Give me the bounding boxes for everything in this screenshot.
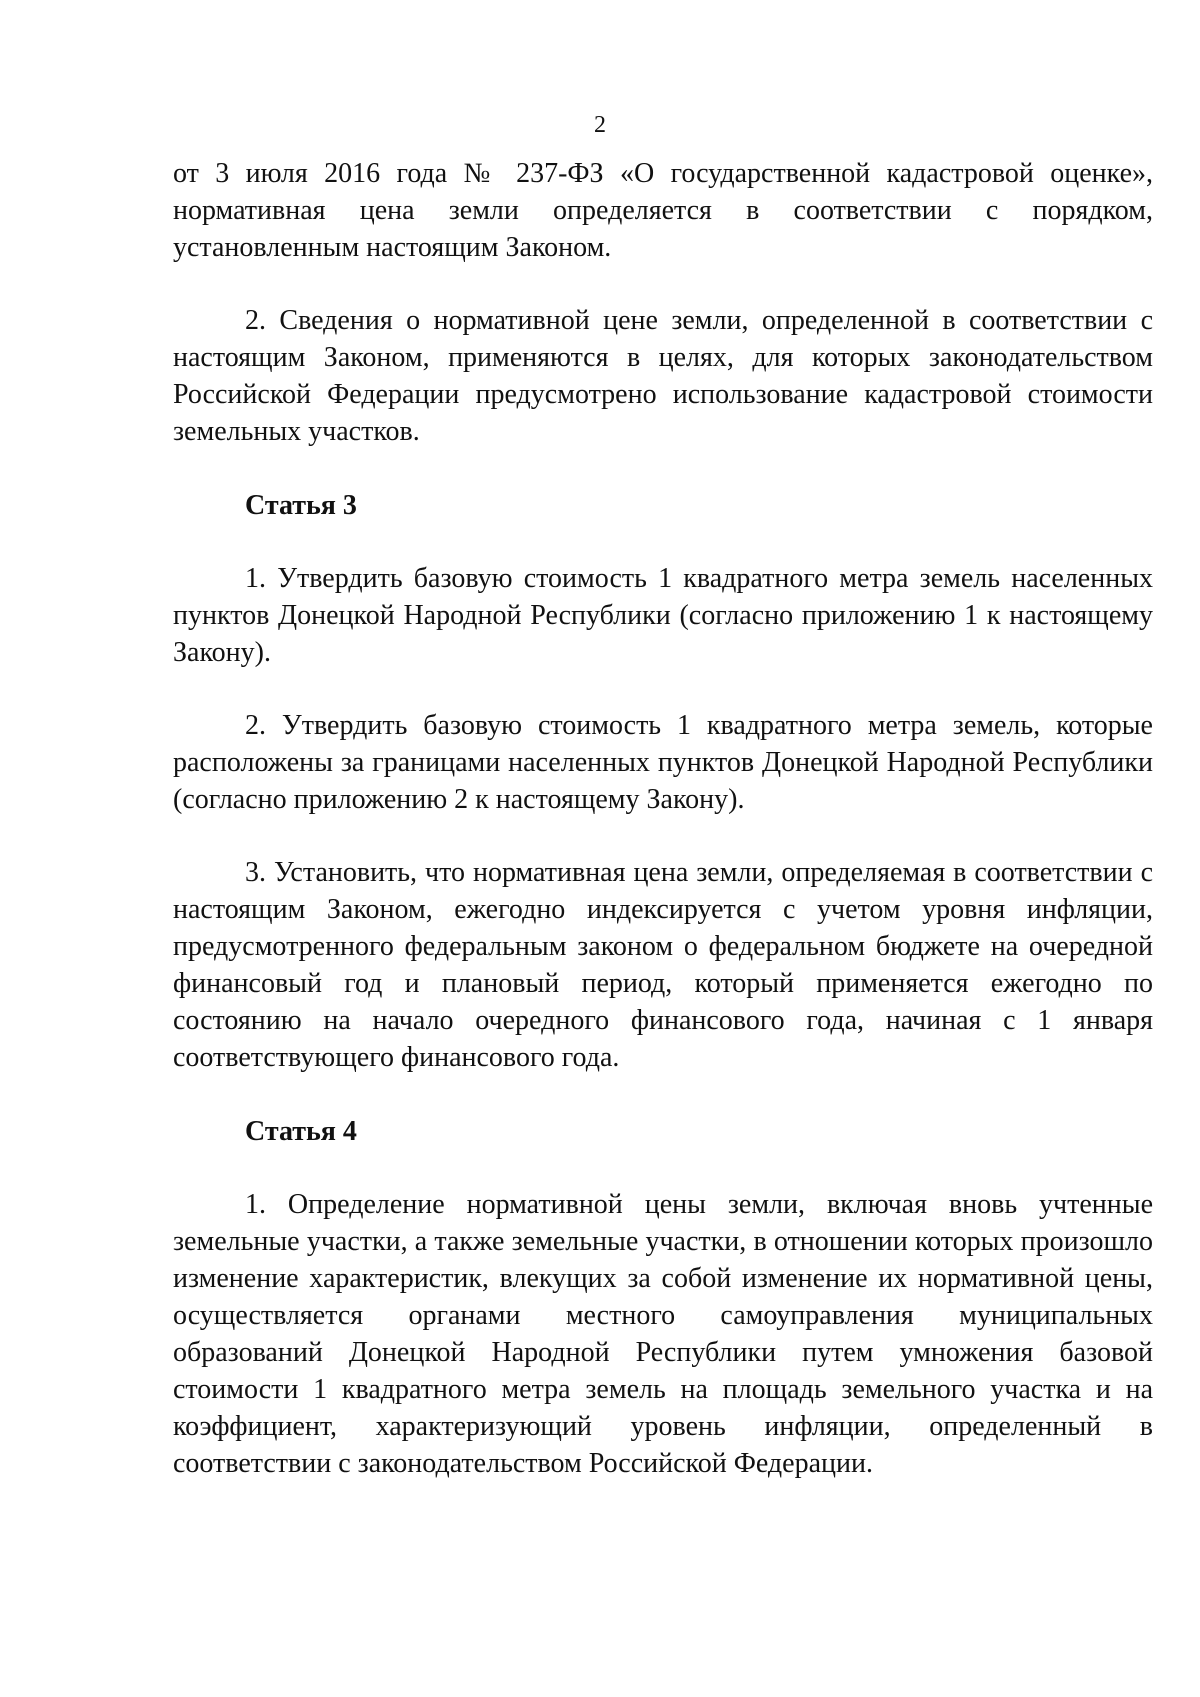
page-number: 2 [594, 112, 606, 138]
article-3-heading: Статья 3 [245, 490, 357, 521]
article-4-heading: Статья 4 [245, 1116, 357, 1147]
continuation-paragraph: от 3 июля 2016 года № 237-ФЗ «О государственной кадастровой оценке», нормативная цена земли определяется в соответствии с порядком, установленным настоящим Законом. [173, 158, 1153, 263]
document-body [173, 155, 1153, 1482]
article-2-paragraph-2: 2. Сведения о нормативной цене земли, определенной в соответствии с настоящим Законом, применяются в целях, для которых законодательством Российской Федерации предусмотрено использование кадастровой стоимости земельных участков. [173, 305, 1153, 447]
article-3-paragraph-1: 1. Утвердить базовую стоимость 1 квадратного метра земель населенных пунктов Донецкой Народной Республики (согласно приложению 1 к настоящему Закону). [173, 563, 1153, 668]
article-3-paragraph-3: 3. Установить, что нормативная цена земли, определяемая в соответствии с настоящим Законом, ежегодно индексируется с учетом уровня инфляции, предусмотренного федеральным законом о федеральном бюджете на очередной финансовый год и плановый период, который применяется ежегодно по состоянию на начало очередного финансового года, начиная с 1 января соответствующего финансового года. [173, 857, 1153, 1073]
article-4-paragraph-1: 1. Определение нормативной цены земли, включая вновь учтенные земельные участки, а также земельные участки, в отношении которых произошло изменение характеристик, влекущих за собой изменение их нормативной цены, осуществляется органами местного самоуправления муниципальных образований Донецкой Народной Республики путем умножения базовой стоимости 1 квадратного метра земель на площадь земельного участка и на коэффициент, характеризующий уровень инфляции, определенный в соответствии с законодательством Российской Федерации. [173, 1189, 1153, 1479]
article-3-paragraph-2: 2. Утвердить базовую стоимость 1 квадратного метра земель, которые расположены за границами населенных пунктов Донецкой Народной Республики (согласно приложению 2 к настоящему Закону). [173, 710, 1153, 815]
